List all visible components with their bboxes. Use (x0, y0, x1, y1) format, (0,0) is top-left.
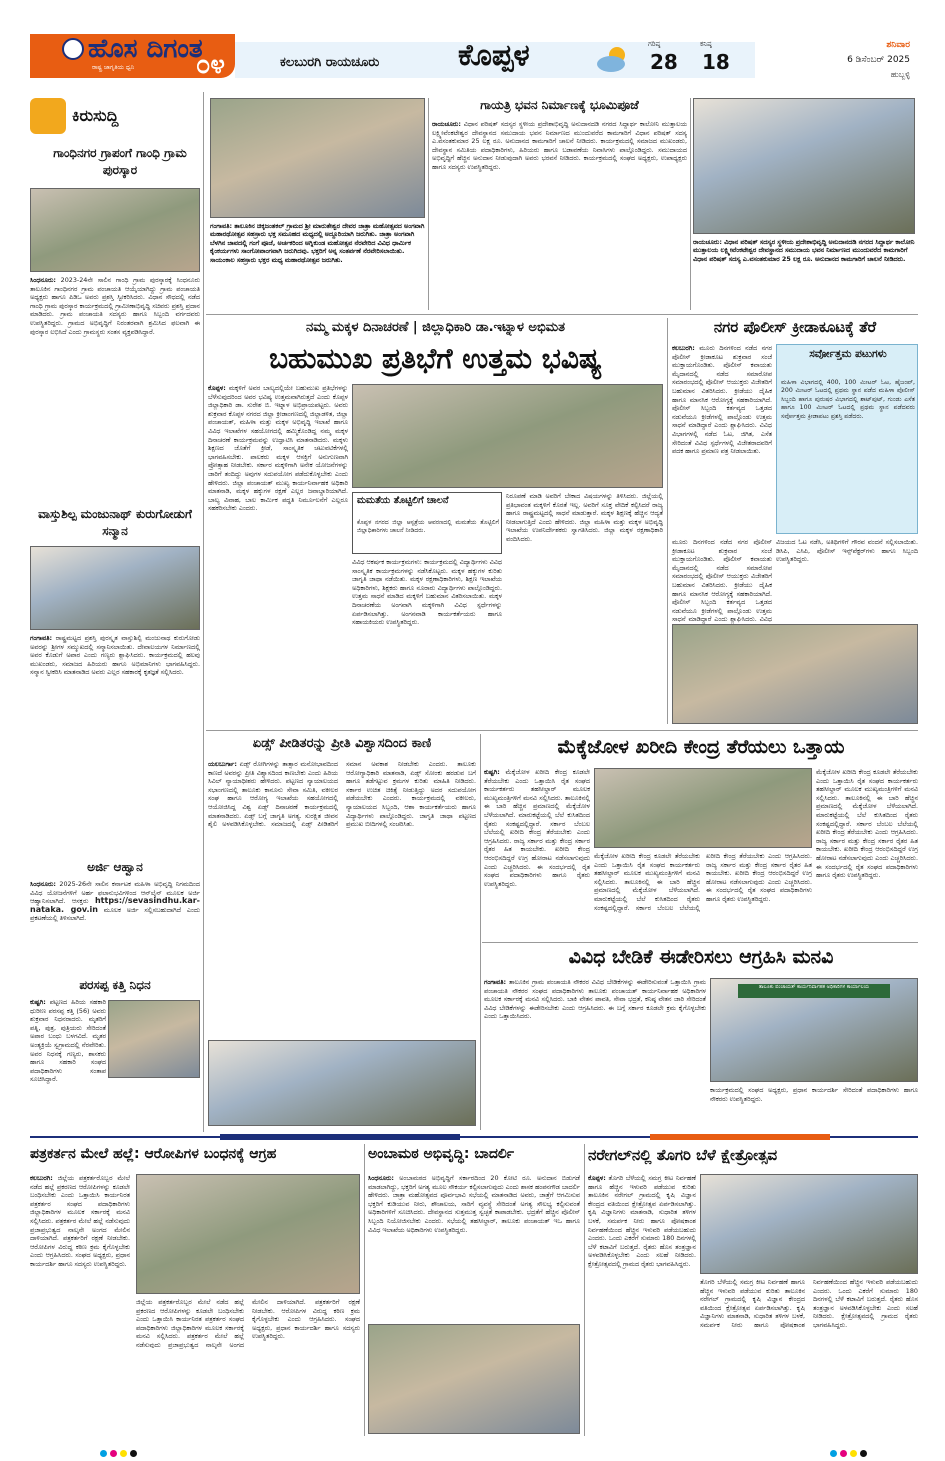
sports-body (672, 344, 772, 534)
story1-body (30, 276, 200, 498)
journalist-dateline: ಕಲಬುರಗಿ: (30, 1174, 53, 1182)
kirusuddi-badge (30, 98, 200, 134)
story3-text: 2025-26ನೇ ಸಾಲಿನ ಕರ್ನಾಟಕ ಮಹಿಳಾ ಅಭಿವೃದ್ಧಿ ನಿಗಮದಿಂದ ವಿವಿಧ ಯೋಜನೆಗಳಿಗೆ ಅರ್ಹ ಫಲಾನುಭವಿಗಳಿಂದ ಆನ್‌ಲೈನ್ ಮೂಲಕ ಅರ್ಜಿ ಆಹ್ವಾನಿಸಲಾಗಿದೆ. ಆಸಕ್ತರು (30, 880, 200, 906)
logo-emblem-icon (62, 38, 84, 60)
hand-icon (30, 98, 66, 134)
bhoomipuja-caption: ರಾಯಚೂರು: ವಿಧಾನ ಪರಿಷತ್ ಸದಸ್ಯರ ಸ್ಥಳೀಯ ಪ್ರದೇಶಾಭಿವೃದ್ಧಿ ಅನುದಾನದಡಿ ನಗರದ ಸಿದ್ದಾರ್ಥ ಕಾಲೋನಿ ಮುತ್ತಾಲಯ ಲಕ್ಷ್ಮೀವೆಂಕಟೇಶ್ವರ ದೇವಸ್ಥಾನದ ಸಮುದಾಯ ಭವನ ನಿರ್ಮಾಣದ ಮುಂದುವರೆದ ಕಾಮಗಾರಿಗೆ ವಿಧಾನ ಪರಿಷತ್ ಸದಸ್ಯ ಎ.ವಸಂತಕುಮಾರ 25 ಲಕ್ಷ ರೂ. ಅನುದಾನದ ಕಾಮಗಾರಿಗೆ ಚಾಲನೆ ನೀಡಿದರು. (693, 238, 915, 263)
story1-photo (30, 188, 200, 272)
togari-body (588, 1174, 696, 1434)
story2-text: ರಾಷ್ಟ್ರಮಟ್ಟದ ಪ್ರಶಸ್ತಿ ಪುರಸ್ಕೃತ ವಾಸ್ತುಶಿಲ್ಪಿ ಮಂಜುನಾಥ ಕುರುಗೋಡು ಅವರನ್ನು ಶ್ರೀಗಳ ಸಮ್ಮುಖದಲ್ಲಿ ಸನ್ಮಾನಿಸಲಾಯಿತು. ದೇವಾಲಯಗಳ ನಿರ್ಮಾಣದಲ್ಲಿ ಅವರ ಕೊಡುಗೆ ಅಪಾರ ಎಂದು ಗಣ್ಯರು ಶ್ಲಾಘಿಸಿದರು. ಕಾರ್ಯಕ್ರಮದಲ್ಲಿ ಹಲವು ಮುಖಂಡರು, ಸಮಾಜದ ಹಿರಿಯರು ಹಾಗೂ ಅಭಿಮಾನಿಗಳು ಭಾಗವಹಿಸಿದ್ದರು. ಸನ್ಮಾನ ಸ್ವೀಕರಿಸಿ ಮಾತನಾಡಿದ ಅವರು ಎಲ್ಲರ ಸಹಕಾರಕ್ಕೆ ಕೃತಜ್ಞತೆ ಸಲ್ಲಿಸಿದರು. (30, 634, 200, 677)
lead-body-mid: ವಿವಿಧ ಆಕರ್ಷಕ ಕಾರ್ಯಕ್ರಮಗಳು: ಕಾರ್ಯಕ್ರಮದಲ್ಲಿ ವಿದ್ಯಾರ್ಥಿಗಳು ವಿವಿಧ ಸಾಂಸ್ಕೃತಿಕ ಕಾರ್ಯಕ್ರಮಗಳನ್ನು ನಡೆಸಿಕೊಟ್ಟರು. ಮಕ್ಕಳ ಹಕ್ಕುಗಳ ಕುರಿತು ಜಾಗೃತಿ ಜಾಥಾ ನಡೆಯಿತು. ಮಕ್ಕಳ ರಕ್ಷಣಾಧಿಕಾರಿಗಳು, ಶಿಕ್ಷಣ ಇಲಾಖೆಯ ಅಧಿಕಾರಿಗಳು, ಶಿಕ್ಷಕರು ಹಾಗೂ ನೂರಾರು ವಿದ್ಯಾರ್ಥಿಗಳು ಪಾಲ್ಗೊಂಡಿದ್ದರು. ಉತ್ತಮ ಸಾಧನೆ ಮಾಡಿದ ಮಕ್ಕಳಿಗೆ ಬಹುಮಾನ ವಿತರಿಸಲಾಯಿತು. ಮಕ್ಕಳ ದಿನಾಚರಣೆಯ ಅಂಗವಾಗಿ ಮಕ್ಕಳಿಗಾಗಿ ವಿವಿಧ ಸ್ಪರ್ಧೆಗಳನ್ನು ಏರ್ಪಡಿಸಲಾಗಿತ್ತು. ಅಂಗನವಾಡಿ ಕಾರ್ಯಕರ್ತೆಯರು ಹಾಗೂ ಸಹಾಯಕಿಯರು ಉಪಸ್ಥಿತರಿದ್ದರು. (352, 558, 502, 627)
jatre-caption: ಗಂಗಾವತಿ: ತಾಲೂಕಿನ ಚಿಕ್ಕಜಂತಕಲ್ ಗ್ರಾಮದ ಶ್ರೀ ಮಾರುತೇಶ್ವರ ದೇವರ ಜಾತ್ರಾ ಮಹೋತ್ಸವದ ಅಂಗವಾಗಿ ಮಹಾರಥೋತ್ಸವ ಸಹಸ್ರಾರು ಭಕ್ತ ಸಮೂಹದ ಮಧ್ಯದಲ್ಲಿ ಅದ್ದೂರಿಯಾಗಿ ಜರುಗಿತು. ಜಾತ್ರಾ ಅಂಗವಾಗಿ ಬೆಳಗಿನ ಜಾವದಲ್ಲಿ ಗಂಗೆ ಪೂಜೆ, ಅರ್ಚಕರಿಂದ ಅಗ್ನಿಕುಂಡ ಮಹೋತ್ಸವ ನೆರವೇರಿದ ವಿವಿಧ ಧಾರ್ಮಿಕ ಕೈಂಕರ್ಯಗಳು ಸಾಂಗೋಪಾಂಗವಾಗಿ ಜರುಗಿದವು. ಭಕ್ತರಿಗೆ ಅನ್ನ ಸಂತರ್ಪಣೆ ನೆರವೇರಿಸಲಾಯಿತು. ಸಾಯಂಕಾಲ ಸಹಸ್ರಾರು ಭಕ್ತರ ಮಧ್ಯ ಮಹಾರಥೋತ್ಸವ ಜರುಗಿತು. (210, 222, 425, 264)
mamateya-inset (352, 492, 502, 554)
gayatri-text: ವಿಧಾನ ಪರಿಷತ್ ಸದಸ್ಯರ ಸ್ಥಳೀಯ ಪ್ರದೇಶಾಭಿವೃದ್ಧಿ ಅನುದಾನದಡಿ ನಗರದ ಸಿದ್ದಾರ್ಥ ಕಾಲೋನಿ ಮುತ್ತಾಲಯ ಲಕ್ಷ್ಮೀವೆಂಕಟೇಶ್ವರ ದೇವಸ್ಥಾನದ ಸಮುದಾಯ ಭವನ ನಿರ್ಮಾಣದ ಮುಂದುವರೆದ ಕಾಮಗಾರಿಗೆ ವಿಧಾನ ಪರಿಷತ್ ಸದಸ್ಯ ಎ.ವಸಂತಕುಮಾರ 25 ಲಕ್ಷ ರೂ. ಅನುದಾನದ ಕಾಮಗಾರಿಗೆ ಚಾಲನೆ ನೀಡಿದರು. ಕಾರ್ಯಕ್ರಮದಲ್ಲಿ ಸಮಾಜದ ಮುಖಂಡರು, ದೇವಸ್ಥಾನ ಸಮಿತಿಯ ಪದಾಧಿಕಾರಿಗಳು, ಹಿರಿಯರು ಹಾಗೂ ಬಡಾವಣೆಯ ನಿವಾಸಿಗಳು ಪಾಲ್ಗೊಂಡಿದ್ದರು. ಸಮುದಾಯದ ಅಭಿವೃದ್ಧಿಗೆ ಹೆಚ್ಚಿನ ಅನುದಾನ ನೀಡುವುದಾಗಿ ಅವರು ಭರವಸೆ ನೀಡಿದರು. ಕಾರ್ಯಕ್ರಮದಲ್ಲಿ ಸಂಘದ ಅಧ್ಯಕ್ಷರು, ಉಪಾಧ್ಯಕ್ಷರು ಹಾಗೂ ಸದಸ್ಯರು ಉಪಸ್ಥಿತರಿದ್ದರು. (432, 120, 687, 171)
logo-tagline: ರಾಷ್ಟ್ರ ಜಾಗೃತಿಯ ಧ್ವನಿ (92, 64, 135, 71)
gayatri-dateline: ರಾಯಚೂರು: (432, 120, 461, 128)
journalist-photo (136, 1174, 360, 1294)
maize-body (484, 768, 590, 938)
issue-day: ಶನಿವಾರ (886, 40, 910, 50)
jatre-photo (210, 98, 425, 218)
masthead (0, 0, 945, 90)
sports-text: ಮೂರು ದಿನಗಳಿಂದ ನಡೆದ ನಗರ ಪೊಲೀಸ್ ಕ್ರೀಡಾಕೂಟ ಶುಕ್ರವಾರ ಸಂಜೆ ಮುಕ್ತಾಯಗೊಂಡಿತು. ಪೊಲೀಸ್ ಕವಾಯತು ಮೈದಾನದಲ್ಲಿ ನಡೆದ ಸಮಾರೋಪ ಸಮಾರಂಭದಲ್ಲಿ ಪೊಲೀಸ್ ಆಯುಕ್ತರು ವಿಜೇತರಿಗೆ ಬಹುಮಾನ ವಿತರಿಸಿದರು. ಕ್ರೀಡೆಯು ದೈಹಿಕ ಹಾಗೂ ಮಾನಸಿಕ ಆರೋಗ್ಯಕ್ಕೆ ಸಹಕಾರಿಯಾಗಿದೆ. ಪೊಲೀಸ್ ಸಿಬ್ಬಂದಿ ಕರ್ತವ್ಯದ ಒತ್ತಡದ ನಡುವೆಯೂ ಕ್ರೀಡೆಗಳಲ್ಲಿ ಪಾಲ್ಗೊಂಡು ಉತ್ತಮ ಸಾಧನೆ ಮಾಡಿದ್ದಾರೆ ಎಂದು ಶ್ಲಾಘಿಸಿದರು. ವಿವಿಧ ವಿಭಾಗಗಳಲ್ಲಿ ನಡೆದ ಓಟ, ಜಿಗಿತ, ಎಸೆತ ಸೇರಿದಂತೆ ವಿವಿಧ ಸ್ಪರ್ಧೆಗಳಲ್ಲಿ ವಿಜೇತರಾದವರಿಗೆ ಪದಕ ಹಾಗೂ ಪ್ರಮಾಣ ಪತ್ರ ನೀಡಲಾಯಿತು. (672, 344, 772, 456)
sports-body3: ಮೂರು ದಿನಗಳಿಂದ ನಡೆದ ನಗರ ಪೊಲೀಸ್ ಕ್ರೀಡಾಕೂಟ ಶುಕ್ರವಾರ ಸಂಜೆ ಮುಕ್ತಾಯಗೊಂಡಿತು. ಪೊಲೀಸ್ ಕವಾಯತು ಮೈದಾನದಲ್ಲಿ ನಡೆದ ಸಮಾರೋಪ ಸಮಾರಂಭದಲ್ಲಿ ಪೊಲೀಸ್ ಆಯುಕ್ತರು ವಿಜೇತರಿಗೆ ಬಹುಮಾನ ವಿತರಿಸಿದರು. ಕ್ರೀಡೆಯು ದೈಹಿಕ ಹಾಗೂ ಮಾನಸಿಕ ಆರೋಗ್ಯಕ್ಕೆ ಸಹಕಾರಿಯಾಗಿದೆ. ಪೊಲೀಸ್ ಸಿಬ್ಬಂದಿ ಕರ್ತವ್ಯದ ಒತ್ತಡದ ನಡುವೆಯೂ ಕ್ರೀಡೆಗಳಲ್ಲಿ ಪಾಲ್ಗೊಂಡು ಉತ್ತಮ ಸಾಧನೆ ಮಾಡಿದ್ದಾರೆ ಎಂದು ಶ್ಲಾಘಿಸಿದರು. ವಿವಿಧ (672, 538, 772, 624)
divider-blue-block (220, 1134, 460, 1140)
bhoomipuja-photo (693, 98, 915, 234)
section-divider (30, 1134, 918, 1140)
sports-dateline: ಕಲಬುರಗಿ: (672, 344, 695, 352)
sub-regions: ಕಲಬುರಗಿ ರಾಯಚೂರು (280, 55, 380, 70)
page-number: ೦೪ (195, 50, 225, 80)
gayatri-headline: ಗಾಯತ್ರಿ ಭವನ ನಿರ್ಮಾಣಕ್ಕೆ ಭೂಮಿಪೂಜೆ (480, 98, 639, 112)
story1-headline: ಗಾಂಧಿನಗರ ಗ್ರಾಪಂಗೆ ಗಾಂಧಿ ಗ್ರಾಮ ಪುರಸ್ಕಾರ (53, 146, 187, 177)
gayatri-body (432, 120, 687, 310)
journalist-body2: ಜಿಲ್ಲೆಯ ಪತ್ರಕರ್ತರೊಬ್ಬರ ಮೇಲೆ ನಡೆದ ಹಲ್ಲೆ ಪ್ರಕರಣದ ಆರೋಪಿಗಳನ್ನು ಕೂಡಲೇ ಬಂಧಿಸಬೇಕು ಎಂದು ಒತ್ತಾಯಿಸಿ ಕಾರ್ಯನಿರತ ಪತ್ರಕರ್ತರ ಸಂಘದ ಪದಾಧಿಕಾರಿಗಳು ಜಿಲ್ಲಾಧಿಕಾರಿಗಳ ಮೂಲಕ ಸರ್ಕಾರಕ್ಕೆ ಮನವಿ ಸಲ್ಲಿಸಿದರು. ಪತ್ರಕರ್ತರ ಮೇಲೆ ಹಲ್ಲೆ ನಡೆಸುವುದು ಪ್ರಜಾಪ್ರಭುತ್ವದ ನಾಲ್ಕನೇ ಅಂಗದ ಮೇಲಿನ ದಾಳಿಯಾಗಿದೆ. ಪತ್ರಕರ್ತರಿಗೆ ರಕ್ಷಣೆ ನೀಡಬೇಕು. ಆರೋಪಿಗಳ ವಿರುದ್ಧ ಕಠಿಣ ಕ್ರಮ ಕೈಗೊಳ್ಳಬೇಕು ಎಂದು ಆಗ್ರಹಿಸಿದರು. ಸಂಘದ ಅಧ್ಯಕ್ಷರು, ಪ್ರಧಾನ ಕಾರ್ಯದರ್ಶಿ ಹಾಗೂ ಸದಸ್ಯರು ಉಪಸ್ಥಿತರಿದ್ದರು. (136, 1298, 360, 1349)
story3-url: https://sevasindhu.kar- nataka. gov.in (30, 896, 200, 914)
sports-photo (672, 624, 918, 724)
min-temp: 18 (702, 50, 730, 74)
aids-dateline: ಯಲಬುರ್ಗಾ: (208, 760, 237, 768)
best-athletes-title: ಸರ್ವೋತ್ತಮ ಪಟುಗಳು (809, 348, 887, 360)
story4-dateline: ಕುಷ್ಟಗಿ: (30, 998, 46, 1006)
best-athletes-body: ಮಹಿಳಾ ವಿಭಾಗದಲ್ಲಿ 400, 100 ಮೀಟರ್ ಓಟ, ಹೈಜಂಪ್, 200 ಮೀಟರ್ ಓಟದಲ್ಲಿ ಪ್ರಥಮ ಸ್ಥಾನ ಪಡೆದ ಮಹಿಳಾ ಪೊಲೀಸ್ ಸಿಬ್ಬಂದಿ ಹಾಗೂ ಪುರುಷರ ವಿಭಾಗದಲ್ಲಿ ಶಾಟ್‌ಪುಟ್, ಗುಂಡು ಎಸೆತ ಹಾಗೂ 100 ಮೀಟರ್ ಓಟದಲ್ಲಿ ಪ್ರಥಮ ಸ್ಥಾನ ಪಡೆದವರು ಸರ್ವೋತ್ತಮ ಕ್ರೀಡಾಪಟು ಪ್ರಶಸ್ತಿ ಪಡೆದರು. (781, 379, 915, 420)
lead-body-left (208, 384, 348, 724)
lead-text-left: ಮಕ್ಕಳಿಗೆ ಅವರ ಬಾಲ್ಯದಲ್ಲಿಯೇ ಬಹುಮುಖ ಪ್ರತಿಭೆಗಳನ್ನು ಬೆಳೆಸುವುದರಿಂದ ಅವರ ಭವಿಷ್ಯ ಉತ್ತಮವಾಗಿರುತ್ತದೆ ಎಂದು ಕೊಪ್ಪಳ ಜಿಲ್ಲಾಧಿಕಾರಿ ಡಾ. ಸುರೇಶ ಬಿ. ಇಟ್ನಾಳ ಅಭಿಪ್ರಾಯಪಟ್ಟರು. ಅವರು ಶುಕ್ರವಾರ ಕೊಪ್ಪಳ ನಗರದ ಜಿಲ್ಲಾ ಕ್ರೀಡಾಂಗಣದಲ್ಲಿ ಜಿಲ್ಲಾಡಳಿತ, ಜಿಲ್ಲಾ ಪಂಚಾಯತ್, ಮಹಿಳಾ ಮತ್ತು ಮಕ್ಕಳ ಅಭಿವೃದ್ಧಿ ಇಲಾಖೆ ಹಾಗೂ ವಿವಿಧ ಇಲಾಖೆಗಳ ಸಹಯೋಗದಲ್ಲಿ ಹಮ್ಮಿಕೊಂಡಿದ್ದ ನಮ್ಮ ಮಕ್ಕಳ ದಿನಾಚರಣೆ ಕಾರ್ಯಕ್ರಮವನ್ನು ಉದ್ಘಾಟಿಸಿ ಮಾತನಾಡಿದರು. ಮಕ್ಕಳು ಶಿಕ್ಷಣದ ಜೊತೆಗೆ ಕ್ರೀಡೆ, ಸಾಂಸ್ಕೃತಿಕ ಚಟುವಟಿಕೆಗಳಲ್ಲಿ ಭಾಗವಹಿಸಬೇಕು. ಪಾಲಕರು ಮಕ್ಕಳ ಆಸಕ್ತಿಗೆ ಅನುಗುಣವಾಗಿ ಪ್ರೋತ್ಸಾಹ ನೀಡಬೇಕು. ಸರ್ಕಾರ ಮಕ್ಕಳಿಗಾಗಿ ಅನೇಕ ಯೋಜನೆಗಳನ್ನು ಜಾರಿಗೆ ತಂದಿದ್ದು ಅವುಗಳ ಸದುಪಯೋಗ ಪಡೆದುಕೊಳ್ಳಬೇಕು ಎಂದು ಹೇಳಿದರು. ಜಿಲ್ಲಾ ಪಂಚಾಯತ್ ಮುಖ್ಯ ಕಾರ್ಯನಿರ್ವಾಹಕ ಅಧಿಕಾರಿ ಮಾತನಾಡಿ, ಮಕ್ಕಳ ಹಕ್ಕುಗಳ ರಕ್ಷಣೆ ಎಲ್ಲರ ಜವಾಬ್ದಾರಿಯಾಗಿದೆ. ಬಾಲ್ಯ ವಿವಾಹ, ಬಾಲ ಕಾರ್ಮಿಕ ಪದ್ಧತಿ ನಿರ್ಮೂಲನೆಗೆ ಎಲ್ಲರೂ ಸಹಕರಿಸಬೇಕು ಎಂದರು. (208, 384, 348, 513)
story3-headline: ಅರ್ಜಿ ಆಹ್ವಾನ (87, 860, 143, 874)
sports-body2: ವಿಜಯದ ಓಟ ನಡೆಸಿ, ಅತಿಥಿಗಳಿಗೆ ಗೌರವ ವಂದನೆ ಸಲ್ಲಿಸಲಾಯಿತು. ಡಿಸಿಪಿ, ಎಸಿಪಿ, ಪೊಲೀಸ್ ಇನ್ಸ್‌ಪೆಕ್ಟರ್‌ಗಳು ಹಾಗೂ ಸಿಬ್ಬಂದಿ ಉಪಸ್ಥಿತರಿದ್ದರು. (776, 538, 918, 564)
logo-text: ಹೊಸ ದಿಗಂತ (88, 34, 203, 64)
story2-headline: ವಾಸ್ತುಶಿಲ್ಪ ಮಂಜುನಾಥ್ ಕುರುಗೋಡುಗೆ ಸನ್ಮಾನ (38, 507, 192, 538)
aids-text: ಏಡ್ಸ್ ರೋಗಿಗಳನ್ನು ತಾತ್ಸಾರ ಮನೋಭಾವದಿಂದ ಕಾಣದೆ ಅವರನ್ನು ಪ್ರೀತಿ ವಿಶ್ವಾಸದಿಂದ ಕಾಣಬೇಕು ಎಂದು ಹಿರಿಯ ಸಿವಿಲ್ ನ್ಯಾಯಾಧೀಶರು ಹೇಳಿದರು. ಪಟ್ಟಣದ ನ್ಯಾಯಾಲಯದ ಸಭಾಂಗಣದಲ್ಲಿ ತಾಲೂಕು ಕಾನೂನು ಸೇವಾ ಸಮಿತಿ, ವಕೀಲರ ಸಂಘ ಹಾಗೂ ಆರೋಗ್ಯ ಇಲಾಖೆಯ ಸಹಯೋಗದಲ್ಲಿ ಆಯೋಜಿಸಿದ್ದ ವಿಶ್ವ ಏಡ್ಸ್ ದಿನಾಚರಣೆ ಕಾರ್ಯಕ್ರಮದಲ್ಲಿ ಮಾತನಾಡಿದರು. ಏಡ್ಸ್ ಬಗ್ಗೆ ಜಾಗೃತಿ ಅಗತ್ಯ. ಸುರಕ್ಷಿತ ಜೀವನ ಶೈಲಿ ಅಳವಡಿಸಿಕೊಳ್ಳಬೇಕು. ಸಮಾಜದಲ್ಲಿ ಏಡ್ಸ್ ಪೀಡಿತರಿಗೆ ಸಮಾನ ಅವಕಾಶ ನೀಡಬೇಕು ಎಂದರು. ತಾಲೂಕು ಆರೋಗ್ಯಾಧಿಕಾರಿ ಮಾತನಾಡಿ, ಏಡ್ಸ್ ಸೋಂಕು ಹರಡುವ ಬಗೆ ಹಾಗೂ ತಡೆಗಟ್ಟುವ ಕ್ರಮಗಳ ಕುರಿತು ಮಾಹಿತಿ ನೀಡಿದರು. ಸರ್ಕಾರ ಉಚಿತ ಚಿಕಿತ್ಸೆ ನೀಡುತ್ತಿದ್ದು ಅದರ ಸದುಪಯೋಗ ಪಡೆಯಬೇಕು ಎಂದರು. ಕಾರ್ಯಕ್ರಮದಲ್ಲಿ ವಕೀಲರು, ನ್ಯಾಯಾಲಯದ ಸಿಬ್ಬಂದಿ, ಆಶಾ ಕಾರ್ಯಕರ್ತೆಯರು ಹಾಗೂ ವಿದ್ಯಾರ್ಥಿಗಳು ಪಾಲ್ಗೊಂಡಿದ್ದರು. ಜಾಗೃತಿ ಜಾಥಾ ಪಟ್ಟಣದ ಪ್ರಮುಖ ಬೀದಿಗಳಲ್ಲಿ ಸಂಚರಿಸಿತು. (208, 760, 476, 829)
ambamatha-photo (368, 1324, 580, 1434)
divider-orange-block (650, 1134, 830, 1140)
maize-body3: ಮೆಕ್ಕೆಜೋಳ ಖರೀದಿ ಕೇಂದ್ರ ಕೂಡಲೇ ತೆರೆಯಬೇಕು ಎಂದು ಒತ್ತಾಯಿಸಿ ರೈತ ಸಂಘದ ಕಾರ್ಯಕರ್ತರು ತಹಸೀಲ್ದಾರ್ ಮೂಲಕ ಮುಖ್ಯಮಂತ್ರಿಗಳಿಗೆ ಮನವಿ ಸಲ್ಲಿಸಿದರು. ತಾಲೂಕಿನಲ್ಲಿ ಈ ಬಾರಿ ಹೆಚ್ಚಿನ ಪ್ರಮಾಣದಲ್ಲಿ ಮೆಕ್ಕೆಜೋಳ ಬೆಳೆಯಲಾಗಿದೆ. ಮಾರುಕಟ್ಟೆಯಲ್ಲಿ ಬೆಲೆ ಕುಸಿತದಿಂದ ರೈತರು ಸಂಕಷ್ಟದಲ್ಲಿದ್ದಾರೆ. ಸರ್ಕಾರ ಬೆಂಬಲ ಬೆಲೆಯಲ್ಲಿ ಖರೀದಿ ಕೇಂದ್ರ ತೆರೆಯಬೇಕು ಎಂದು ಆಗ್ರಹಿಸಿದರು. ರಾಜ್ಯ ಸರ್ಕಾರ ಮತ್ತು ಕೇಂದ್ರ ಸರ್ಕಾರ ರೈತರ ಹಿತ ಕಾಯಬೇಕು. ಖರೀದಿ ಕೇಂದ್ರ ಆರಂಭಿಸದಿದ್ದರೆ ಉಗ್ರ ಹೋರಾಟ ನಡೆಸಲಾಗುವುದು ಎಂದು ಎಚ್ಚರಿಸಿದರು. ಈ ಸಂದರ್ಭದಲ್ಲಿ ರೈತ ಸಂಘದ ಪದಾಧಿಕಾರಿಗಳು ಹಾಗೂ ರೈತರು ಉಪಸ್ಥಿತರಿದ್ದರು. (816, 768, 918, 880)
min-temp-label: ಕನಿಷ್ಠ (700, 40, 712, 48)
lead-body-right: ನಿರೂಪಣೆ ಮಾಡಿ ಅವರಿಗೆ ಬೇಕಾದ ವಿಷಯಗಳನ್ನು ತಿಳಿಸಿದರು. ಜಿಲ್ಲೆಯಲ್ಲಿ ಪ್ರತಿಭಾವಂತ ಮಕ್ಕಳಿಗೆ ಕೊರತೆ ಇಲ್ಲ. ಅವರಿಗೆ ಸೂಕ್ತ ವೇದಿಕೆ ಕಲ್ಪಿಸಿದರೆ ರಾಜ್ಯ ಹಾಗೂ ರಾಷ್ಟ್ರಮಟ್ಟದಲ್ಲಿ ಸಾಧನೆ ಮಾಡುತ್ತಾರೆ. ಮಕ್ಕಳ ಶಿಕ್ಷಣಕ್ಕೆ ಹೆಚ್ಚಿನ ಆದ್ಯತೆ ನೀಡಲಾಗುತ್ತಿದೆ ಎಂದು ಹೇಳಿದರು. ಜಿಲ್ಲಾ ಮಹಿಳಾ ಮತ್ತು ಮಕ್ಕಳ ಅಭಿವೃದ್ಧಿ ಇಲಾಖೆಯ ಉಪನಿರ್ದೇಶಕರು ಸ್ವಾಗತಿಸಿದರು. ಜಿಲ್ಲಾ ಮಕ್ಕಳ ರಕ್ಷಣಾಧಿಕಾರಿ ವಂದಿಸಿದರು. (506, 492, 663, 543)
togari-photo (700, 1174, 918, 1274)
demands-body (484, 978, 706, 1128)
inset-body: ಕೊಪ್ಪಳ ನಗರದ ಜಿಲ್ಲಾ ಆಸ್ಪತ್ರೆಯ ಆವರಣದಲ್ಲಿ ಮಮತೆಯ ತೊಟ್ಟಿಲಿಗೆ ಜಿಲ್ಲಾಧಿಕಾರಿಗಳು ಚಾಲನೆ ನೀಡಿದರು. (357, 519, 499, 534)
story3-text2: ಮೂಲಕ ಅರ್ಜಿ ಸಲ್ಲಿಸಬಹುದಾಗಿದೆ ಎಂದು ಪ್ರಕಟಣೆಯಲ್ಲಿ ತಿಳಿಸಲಾಗಿದೆ. (30, 905, 200, 923)
print-registration-marks-left (100, 1442, 160, 1450)
togari-headline: ನರೇಗಲ್‌ನಲ್ಲಿ ತೊಗರಿ ಬೆಳೆ ಕ್ಷೇತ್ರೋತ್ಸವ (588, 1146, 778, 1164)
sports-headline: ನಗರ ಪೊಲೀಸ್ ಕ್ರೀಡಾಕೂಟಕ್ಕೆ ತೆರೆ (713, 318, 877, 336)
story3-dateline: ಸಿಂಧನೂರು: (30, 880, 56, 888)
maize-text: ಮೆಕ್ಕೆಜೋಳ ಖರೀದಿ ಕೇಂದ್ರ ಕೂಡಲೇ ತೆರೆಯಬೇಕು ಎಂದು ಒತ್ತಾಯಿಸಿ ರೈತ ಸಂಘದ ಕಾರ್ಯಕರ್ತರು ತಹಸೀಲ್ದಾರ್ ಮೂಲಕ ಮುಖ್ಯಮಂತ್ರಿಗಳಿಗೆ ಮನವಿ ಸಲ್ಲಿಸಿದರು. ತಾಲೂಕಿನಲ್ಲಿ ಈ ಬಾರಿ ಹೆಚ್ಚಿನ ಪ್ರಮಾಣದಲ್ಲಿ ಮೆಕ್ಕೆಜೋಳ ಬೆಳೆಯಲಾಗಿದೆ. ಮಾರುಕಟ್ಟೆಯಲ್ಲಿ ಬೆಲೆ ಕುಸಿತದಿಂದ ರೈತರು ಸಂಕಷ್ಟದಲ್ಲಿದ್ದಾರೆ. ಸರ್ಕಾರ ಬೆಂಬಲ ಬೆಲೆಯಲ್ಲಿ ಖರೀದಿ ಕೇಂದ್ರ ತೆರೆಯಬೇಕು ಎಂದು ಆಗ್ರಹಿಸಿದರು. ರಾಜ್ಯ ಸರ್ಕಾರ ಮತ್ತು ಕೇಂದ್ರ ಸರ್ಕಾರ ರೈತರ ಹಿತ ಕಾಯಬೇಕು. ಖರೀದಿ ಕೇಂದ್ರ ಆರಂಭಿಸದಿದ್ದರೆ ಉಗ್ರ ಹೋರಾಟ ನಡೆಸಲಾಗುವುದು ಎಂದು ಎಚ್ಚರಿಸಿದರು. ಈ ಸಂದರ್ಭದಲ್ಲಿ ರೈತ ಸಂಘದ ಪದಾಧಿಕಾರಿಗಳು ಹಾಗೂ ರೈತರು ಉಪಸ್ಥಿತರಿದ್ದರು. (484, 768, 590, 888)
kirusuddi-label: ಕಿರುಸುದ್ದಿ (72, 106, 119, 125)
issue-city: ಹುಬ್ಬಳ್ಳಿ (890, 70, 910, 79)
demands-headline: ವಿವಿಧ ಬೇಡಿಕೆ ಈಡೇರಿಸಲು ಆಗ್ರಹಿಸಿ ಮನವಿ (568, 946, 834, 968)
lead-dateline: ಕೊಪ್ಪಳ: (208, 384, 226, 392)
best-athletes-box (776, 344, 918, 534)
lead-kicker: ನಮ್ಮ ಮಕ್ಕಳ ದಿನಾಚರಣೆ | ಜಿಲ್ಲಾಧಿಕಾರಿ ಡಾ.ಇಟ್ನಾಳ ಅಭಿಮತ (306, 320, 565, 335)
story2-dateline: ಗಂಗಾವತಿ: (30, 634, 53, 642)
story3-body (30, 880, 200, 974)
aids-headline: ಏಡ್ಸ್ ಪೀಡಿತರನ್ನು ಪ್ರೀತಿ ವಿಶ್ವಾಸದಿಂದ ಕಾಣಿ (252, 736, 432, 751)
ambamatha-body (368, 1174, 580, 1320)
lead-photo (352, 384, 663, 488)
journalist-headline: ಪತ್ರಕರ್ತನ ಮೇಲೆ ಹಲ್ಲೆ: ಆರೋಪಿಗಳ ಬಂಧನಕ್ಕೆ ಆಗ್ರಹ (30, 1146, 277, 1162)
demands-text: ತಾಲೂಕಿನ ಗ್ರಾಮ ಪಂಚಾಯತಿ ನೌಕರರ ವಿವಿಧ ಬೇಡಿಕೆಗಳನ್ನು ಈಡೇರಿಸುವಂತೆ ಒತ್ತಾಯಿಸಿ ಗ್ರಾಮ ಪಂಚಾಯತಿ ನೌಕರರ ಸಂಘದ ಪದಾಧಿಕಾರಿಗಳು ತಾಲೂಕು ಪಂಚಾಯತ್ ಕಾರ್ಯನಿರ್ವಾಹಕ ಅಧಿಕಾರಿಗಳ ಮೂಲಕ ಸರ್ಕಾರಕ್ಕೆ ಮನವಿ ಸಲ್ಲಿಸಿದರು. ಬಾಕಿ ವೇತನ ಪಾವತಿ, ಸೇವಾ ಭದ್ರತೆ, ಕನಿಷ್ಠ ವೇತನ ಜಾರಿ ಸೇರಿದಂತೆ ವಿವಿಧ ಬೇಡಿಕೆಗಳನ್ನು ಈಡೇರಿಸಬೇಕು ಎಂದು ಆಗ್ರಹಿಸಿದರು. ಈ ಬಗ್ಗೆ ಸರ್ಕಾರ ಕೂಡಲೇ ಕ್ರಮ ಕೈಗೊಳ್ಳಬೇಕು ಎಂದು ಒತ್ತಾಯಿಸಿದರು. (484, 978, 706, 1021)
aids-body (208, 760, 476, 1036)
office-sign: ತಾಲೂಕು ಪಂಚಾಯತ್ ಕಾರ್ಯನಿರ್ವಾಹಕ ಅಧಿಕಾರಿಗಳ ಕಾರ್ಯಾಲಯ (738, 984, 890, 998)
ambamatha-text: ಅಂಬಾಮಠದ ಅಭಿವೃದ್ಧಿಗೆ ಸರ್ಕಾರದಿಂದ 20 ಕೋಟಿ ರೂ. ಅನುದಾನ ಬಿಡುಗಡೆ ಮಾಡಲಾಗಿದ್ದು, ಭಕ್ತರಿಗೆ ಅಗತ್ಯ ಮೂಲ ಸೌಕರ್ಯ ಕಲ್ಪಿಸಲಾಗುವುದು ಎಂದು ಶಾಸಕ ಹಂಪನಗೌಡ ಬಾದರ್ಲಿ ಹೇಳಿದರು. ಜಾತ್ರಾ ಮಹೋತ್ಸವದ ಪೂರ್ವಭಾವಿ ಸಭೆಯಲ್ಲಿ ಮಾತನಾಡಿದ ಅವರು, ಜಾತ್ರೆಗೆ ಆಗಮಿಸುವ ಭಕ್ತರಿಗೆ ಕುಡಿಯುವ ನೀರು, ಶೌಚಾಲಯ, ಸಾರಿಗೆ ವ್ಯವಸ್ಥೆ ಸೇರಿದಂತೆ ಅಗತ್ಯ ಸೌಲಭ್ಯ ಕಲ್ಪಿಸುವಂತೆ ಅಧಿಕಾರಿಗಳಿಗೆ ಸೂಚಿಸಿದರು. ದೇವಸ್ಥಾನದ ಸುತ್ತಮುತ್ತ ಸ್ವಚ್ಛತೆ ಕಾಪಾಡಬೇಕು. ಭದ್ರತೆಗೆ ಹೆಚ್ಚಿನ ಪೊಲೀಸ್ ಸಿಬ್ಬಂದಿ ನಿಯೋಜಿಸಬೇಕು ಎಂದರು. ಸಭೆಯಲ್ಲಿ ತಹಸೀಲ್ದಾರ್, ತಾಲೂಕು ಪಂಚಾಯತ್ ಇಒ ಹಾಗೂ ವಿವಿಧ ಇಲಾಖೆಯ ಅಧಿಕಾರಿಗಳು ಉಪಸ್ಥಿತರಿದ್ದರು. (368, 1174, 580, 1234)
inset-title: ಮಮತೆಯ ತೊಟ್ಟಿಲಿಗೆ ಚಾಲನೆ (357, 495, 449, 506)
maize-headline: ಮೆಕ್ಕೆಜೋಳ ಖರೀದಿ ಕೇಂದ್ರ ತೆರೆಯಲು ಒತ್ತಾಯ (557, 736, 845, 758)
ambamatha-dateline: ಸಿಂಧನೂರು: (368, 1174, 394, 1182)
story4-text: ಪಟ್ಟಣದ ಹಿರಿಯ ಸಹಕಾರಿ ಧುರೀಣ ಪರಸಪ್ಪ ಕತ್ತಿ (56) ಅವರು ಶುಕ್ರವಾರ ನಿಧನರಾದರು. ಮೃತರಿಗೆ ಪತ್ನಿ, ಪುತ್ರ, ಪುತ್ರಿಯರು ಸೇರಿದಂತೆ ಅಪಾರ ಬಂಧು ಬಳಗವಿದೆ. ಮೃತರ ಅಂತ್ಯಕ್ರಿಯೆ ಸ್ವಗ್ರಾಮದಲ್ಲಿ ನೆರವೇರಿತು. ಅವರ ನಿಧನಕ್ಕೆ ಗಣ್ಯರು, ಶಾಸಕರು ಹಾಗೂ ಸಹಕಾರಿ ಸಂಘದ ಪದಾಧಿಕಾರಿಗಳು ಸಂತಾಪ ಸೂಚಿಸಿದ್ದಾರೆ. (30, 998, 106, 1084)
maize-body2: ಮೆಕ್ಕೆಜೋಳ ಖರೀದಿ ಕೇಂದ್ರ ಕೂಡಲೇ ತೆರೆಯಬೇಕು ಎಂದು ಒತ್ತಾಯಿಸಿ ರೈತ ಸಂಘದ ಕಾರ್ಯಕರ್ತರು ತಹಸೀಲ್ದಾರ್ ಮೂಲಕ ಮುಖ್ಯಮಂತ್ರಿಗಳಿಗೆ ಮನವಿ ಸಲ್ಲಿಸಿದರು. ತಾಲೂಕಿನಲ್ಲಿ ಈ ಬಾರಿ ಹೆಚ್ಚಿನ ಪ್ರಮಾಣದಲ್ಲಿ ಮೆಕ್ಕೆಜೋಳ ಬೆಳೆಯಲಾಗಿದೆ. ಮಾರುಕಟ್ಟೆಯಲ್ಲಿ ಬೆಲೆ ಕುಸಿತದಿಂದ ರೈತರು ಸಂಕಷ್ಟದಲ್ಲಿದ್ದಾರೆ. ಸರ್ಕಾರ ಬೆಂಬಲ ಬೆಲೆಯಲ್ಲಿ ಖರೀದಿ ಕೇಂದ್ರ ತೆರೆಯಬೇಕು ಎಂದು ಆಗ್ರಹಿಸಿದರು. ರಾಜ್ಯ ಸರ್ಕಾರ ಮತ್ತು ಕೇಂದ್ರ ಸರ್ಕಾರ ರೈತರ ಹಿತ ಕಾಯಬೇಕು. ಖರೀದಿ ಕೇಂದ್ರ ಆರಂಭಿಸದಿದ್ದರೆ ಉಗ್ರ ಹೋರಾಟ ನಡೆಸಲಾಗುವುದು ಎಂದು ಎಚ್ಚರಿಸಿದರು. ಈ ಸಂದರ್ಭದಲ್ಲಿ ರೈತ ಸಂಘದ ಪದಾಧಿಕಾರಿಗಳು ಹಾಗೂ ರೈತರು ಉಪಸ್ಥಿತರಿದ್ದರು. (594, 852, 812, 912)
story2-body (30, 634, 200, 856)
togari-text: ತೊಗರಿ ಬೆಳೆಯಲ್ಲಿ ಸಮಗ್ರ ಕೀಟ ನಿರ್ವಹಣೆ ಹಾಗೂ ಹೆಚ್ಚಿನ ಇಳುವರಿ ಪಡೆಯುವ ಕುರಿತು ತಾಲೂಕಿನ ನರೇಗಲ್ ಗ್ರಾಮದಲ್ಲಿ ಕೃಷಿ ವಿಜ್ಞಾನ ಕೇಂದ್ರದ ವತಿಯಿಂದ ಕ್ಷೇತ್ರೋತ್ಸವ ಏರ್ಪಡಿಸಲಾಗಿತ್ತು. ಕೃಷಿ ವಿಜ್ಞಾನಿಗಳು ಮಾತನಾಡಿ, ಸುಧಾರಿತ ತಳಿಗಳ ಬಳಕೆ, ಸಮರ್ಪಕ ನೀರು ಹಾಗೂ ಪೋಷಕಾಂಶ ನಿರ್ವಹಣೆಯಿಂದ ಹೆಚ್ಚಿನ ಇಳುವರಿ ಪಡೆಯಬಹುದು ಎಂದರು. ಒಂದು ಎಕರೆಗೆ ಸುಮಾರು 180 ದಿನಗಳಲ್ಲಿ ಬೆಳೆ ಕಟಾವಿಗೆ ಬರುತ್ತದೆ. ರೈತರು ಹೊಸ ತಂತ್ರಜ್ಞಾನ ಅಳವಡಿಸಿಕೊಳ್ಳಬೇಕು ಎಂದು ಸಲಹೆ ನೀಡಿದರು. ಕ್ಷೇತ್ರೋತ್ಸವದಲ್ಲಿ ಗ್ರಾಮದ ರೈತರು ಭಾಗವಹಿಸಿದ್ದರು. (588, 1174, 696, 1268)
demands-caption: ಕಾರ್ಯಕ್ರಮದಲ್ಲಿ ಸಂಘದ ಅಧ್ಯಕ್ಷರು, ಪ್ರಧಾನ ಕಾರ್ಯದರ್ಶಿ ಸೇರಿದಂತೆ ಪದಾಧಿಕಾರಿಗಳು ಹಾಗೂ ನೌಕರರು ಉಪಸ್ಥಿತರಿದ್ದರು. (710, 1086, 918, 1103)
maize-dateline: ಕುಷ್ಟಗಿ: (484, 768, 500, 776)
story1-dateline: ಸಿಂಧನೂರು: (30, 276, 56, 284)
region-title: ಕೊಪ್ಪಳ (458, 38, 530, 73)
obituary-photo (108, 1000, 200, 1078)
demands-dateline: ಗಂಗಾವತಿ: (484, 978, 507, 986)
weather-cloud-icon (595, 44, 631, 74)
togari-body2: ತೊಗರಿ ಬೆಳೆಯಲ್ಲಿ ಸಮಗ್ರ ಕೀಟ ನಿರ್ವಹಣೆ ಹಾಗೂ ಹೆಚ್ಚಿನ ಇಳುವರಿ ಪಡೆಯುವ ಕುರಿತು ತಾಲೂಕಿನ ನರೇಗಲ್ ಗ್ರಾಮದಲ್ಲಿ ಕೃಷಿ ವಿಜ್ಞಾನ ಕೇಂದ್ರದ ವತಿಯಿಂದ ಕ್ಷೇತ್ರೋತ್ಸವ ಏರ್ಪಡಿಸಲಾಗಿತ್ತು. ಕೃಷಿ ವಿಜ್ಞಾನಿಗಳು ಮಾತನಾಡಿ, ಸುಧಾರಿತ ತಳಿಗಳ ಬಳಕೆ, ಸಮರ್ಪಕ ನೀರು ಹಾಗೂ ಪೋಷಕಾಂಶ ನಿರ್ವಹಣೆಯಿಂದ ಹೆಚ್ಚಿನ ಇಳುವರಿ ಪಡೆಯಬಹುದು ಎಂದರು. ಒಂದು ಎಕರೆಗೆ ಸುಮಾರು 180 ದಿನಗಳಲ್ಲಿ ಬೆಳೆ ಕಟಾವಿಗೆ ಬರುತ್ತದೆ. ರೈತರು ಹೊಸ ತಂತ್ರಜ್ಞಾನ ಅಳವಡಿಸಿಕೊಳ್ಳಬೇಕು ಎಂದು ಸಲಹೆ ನೀಡಿದರು. ಕ್ಷೇತ್ರೋತ್ಸವದಲ್ಲಿ ಗ್ರಾಮದ ರೈತರು ಭಾಗವಹಿಸಿದ್ದರು. (700, 1278, 918, 1329)
story4-body (30, 998, 106, 1084)
story4-headline: ಪರಸಪ್ಪ ಕತ್ತಿ ನಿಧನ (79, 978, 151, 992)
max-temp-label: ಗರಿಷ್ಠ (648, 40, 661, 48)
togari-dateline: ಕೊಪ್ಪಳ: (588, 1174, 606, 1182)
story1-text: 2023-24ನೇ ಸಾಲಿನ ಗಾಂಧಿ ಗ್ರಾಮ ಪುರಸ್ಕಾರಕ್ಕೆ ಸಿಂಧನೂರು ತಾಲೂಕಿನ ಗಾಂಧಿನಗರ ಗ್ರಾಮ ಪಂಚಾಯತಿ ಆಯ್ಕೆಯಾಗಿದ್ದು ಗ್ರಾಮ ಪಂಚಾಯತಿ ಅಧ್ಯಕ್ಷರು ಹಾಗೂ ಪಿಡಿಒ ಅವರು ಪ್ರಶಸ್ತಿ ಸ್ವೀಕರಿಸಿದರು. ವಿಧಾನ ಸೌಧದಲ್ಲಿ ನಡೆದ ಗಾಂಧಿ ಗ್ರಾಮ ಪುರಸ್ಕಾರ ಕಾರ್ಯಕ್ರಮದಲ್ಲಿ ಗ್ರಾಮೀಣಾಭಿವೃದ್ಧಿ ಸಚಿವರು ಪ್ರಶಸ್ತಿ ಪ್ರದಾನ ಮಾಡಿದರು. ಗ್ರಾಮ ಪಂಚಾಯತಿ ಸದಸ್ಯರು ಹಾಗೂ ಸಿಬ್ಬಂದಿ ವರ್ಗದವರು ಉಪಸ್ಥಿತರಿದ್ದರು. ಗ್ರಾಮದ ಅಭಿವೃದ್ಧಿಗೆ ನಿರಂತರವಾಗಿ ಶ್ರಮಿಸಿದ ಫಲವಾಗಿ ಈ ಪುರಸ್ಕಾರ ಲಭಿಸಿದೆ ಎಂದು ಗ್ರಾಮಸ್ಥರು ಸಂತಸ ವ್ಯಕ್ತಪಡಿಸಿದ್ದಾರೆ. (30, 276, 200, 336)
print-registration-marks-right (830, 1442, 890, 1450)
max-temp: 28 (650, 50, 678, 74)
journalist-body (30, 1174, 130, 1434)
journalist-text: ಜಿಲ್ಲೆಯ ಪತ್ರಕರ್ತರೊಬ್ಬರ ಮೇಲೆ ನಡೆದ ಹಲ್ಲೆ ಪ್ರಕರಣದ ಆರೋಪಿಗಳನ್ನು ಕೂಡಲೇ ಬಂಧಿಸಬೇಕು ಎಂದು ಒತ್ತಾಯಿಸಿ ಕಾರ್ಯನಿರತ ಪತ್ರಕರ್ತರ ಸಂಘದ ಪದಾಧಿಕಾರಿಗಳು ಜಿಲ್ಲಾಧಿಕಾರಿಗಳ ಮೂಲಕ ಸರ್ಕಾರಕ್ಕೆ ಮನವಿ ಸಲ್ಲಿಸಿದರು. ಪತ್ರಕರ್ತರ ಮೇಲೆ ಹಲ್ಲೆ ನಡೆಸುವುದು ಪ್ರಜಾಪ್ರಭುತ್ವದ ನಾಲ್ಕನೇ ಅಂಗದ ಮೇಲಿನ ದಾಳಿಯಾಗಿದೆ. ಪತ್ರಕರ್ತರಿಗೆ ರಕ್ಷಣೆ ನೀಡಬೇಕು. ಆರೋಪಿಗಳ ವಿರುದ್ಧ ಕಠಿಣ ಕ್ರಮ ಕೈಗೊಳ್ಳಬೇಕು ಎಂದು ಆಗ್ರಹಿಸಿದರು. ಸಂಘದ ಅಧ್ಯಕ್ಷರು, ಪ್ರಧಾನ ಕಾರ್ಯದರ್ಶಿ ಹಾಗೂ ಸದಸ್ಯರು ಉಪಸ್ಥಿತರಿದ್ದರು. (30, 1174, 130, 1268)
ambamatha-headline: ಅಂಬಾಮಠ ಅಭಿವೃದ್ಧಿ: ಬಾದರ್ಲಿ (368, 1146, 515, 1162)
issue-date: 6 ಡಿಸೆಂಬರ್ 2025 (847, 55, 910, 65)
aids-photo (208, 1040, 476, 1126)
story2-photo (30, 546, 200, 630)
lead-headline: ಬಹುಮುಖ ಪ್ರತಿಭೆಗೆ ಉತ್ತಮ ಭವಿಷ್ಯ (269, 342, 602, 375)
maize-photo (594, 768, 812, 848)
